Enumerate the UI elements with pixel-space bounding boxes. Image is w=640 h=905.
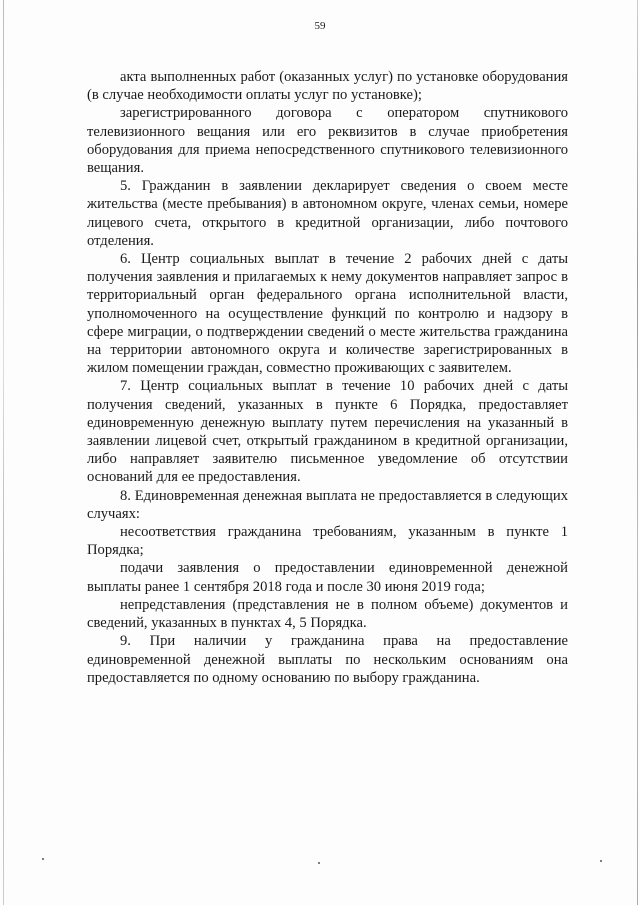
paragraph-clause-7: 7. Центр социальных выплат в течение 10 рабочих дней с даты получения сведений, указанных в пункте 6 Порядка, предоставляет единовременную денежную выплату путем перечисления на указанный в заявлении лицевой счет, открытый гражданином в кредитной организации, либо направляет заявителю письменное уведомление об отсутствии оснований для ее предоставления. bbox=[87, 378, 568, 486]
paragraph-clause-5: 5. Гражданин в заявлении декларирует сведения о своем месте жительства (месте пребывания) в автономном округе, членах семьи, номере лицевого счета, открытого в кредитной организации, либо почтового отделения. bbox=[87, 178, 568, 249]
paragraph-satellite-contract: зарегистрированного договора с оператором спутникового телевизионного вещания или его реквизитов в случае приобретения оборудования для приема непосредственного спутникового телевизионного вещания. bbox=[87, 105, 568, 177]
paragraph-clause-8-case-2: подачи заявления о предоставлении единовременной денежной выплаты ранее 1 сентября 2018 года и после 30 июня 2019 года; bbox=[87, 560, 568, 595]
scan-speck bbox=[42, 858, 44, 860]
document-body bbox=[87, 68, 568, 687]
scan-edge-right bbox=[637, 0, 638, 905]
page-number: 59 bbox=[314, 20, 326, 32]
paragraph-clause-8-case-3: непредставления (представления не в полном объеме) документов и сведений, указанных в пунктах 4, 5 Порядка. bbox=[87, 596, 568, 632]
scan-speck bbox=[600, 860, 602, 862]
paragraph-clause-9: 9. При наличии у гражданина права на предоставление единовременной денежной выплаты по нескольким основаниям она предоставляется по одному основанию по выбору гражданина. bbox=[87, 633, 568, 686]
scan-speck bbox=[318, 862, 320, 864]
paragraph-act-of-works: акта выполненных работ (оказанных услуг) по установке оборудования (в случае необходимости оплаты услуг по установке); bbox=[87, 69, 568, 104]
scan-edge-left bbox=[3, 0, 4, 905]
paragraph-clause-6: 6. Центр социальных выплат в течение 2 рабочих дней с даты получения заявления и прилагаемых к нему документов направляет запрос в территориальный орган федерального органа исполнительной власти, уполномоченного на осуществление функций по контролю и надзору в сфере миграции, о подтверждении сведений о месте жительства гражданина на территории автономного округа и количестве зарегистрированных в жилом помещении граждан, совместно проживающих с заявителем. bbox=[87, 251, 568, 377]
paragraph-clause-8: 8. Единовременная денежная выплата не предоставляется в следующих случаях: bbox=[87, 487, 568, 522]
paragraph-clause-8-case-1: несоответствия гражданина требованиям, указанным в пункте 1 Порядка; bbox=[87, 524, 568, 559]
